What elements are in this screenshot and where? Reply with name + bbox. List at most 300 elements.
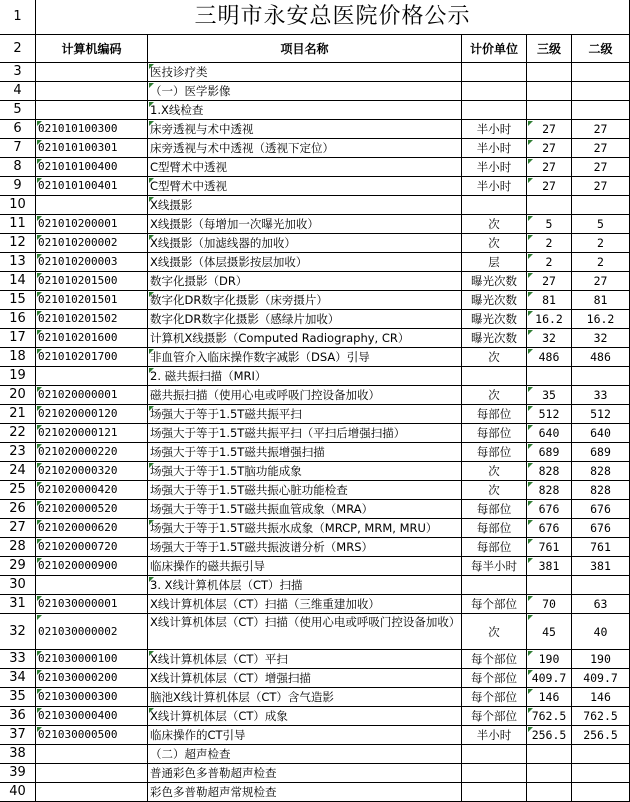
price-level3-cell[interactable]: 5 (527, 215, 572, 234)
unit-cell[interactable]: 半小时 (462, 177, 527, 196)
item-name-cell[interactable]: X线计算机体层（CT）扫描（三维重建加收） (148, 595, 462, 614)
price-level2-cell[interactable]: 33 (572, 386, 630, 405)
unit-cell[interactable]: 曝光次数 (462, 329, 527, 348)
comment-indicator-icon (37, 444, 42, 449)
price-level3-cell[interactable]: 27 (527, 120, 572, 139)
item-name-cell[interactable]: X线摄影（加滤线器的加收） (148, 234, 462, 253)
price-level3-cell[interactable]: 762.5 (527, 707, 572, 726)
row-header[interactable]: 11 (0, 215, 36, 234)
price-level3-cell[interactable] (527, 101, 572, 120)
item-name-cell[interactable]: 场强大于等于1.5T磁共振波谱分析（MRS） (148, 538, 462, 557)
row-header-2[interactable]: 2 (0, 35, 36, 63)
price-level2-cell[interactable]: 640 (572, 424, 630, 443)
row-header[interactable]: 15 (0, 291, 36, 310)
unit-cell[interactable]: 次 (462, 481, 527, 500)
item-name-cell[interactable]: 磁共振扫描（使用心电或呼吸门控设备加收） (148, 386, 462, 405)
code-cell[interactable]: 021010100301 (36, 139, 148, 158)
price-level2-cell[interactable]: 486 (572, 348, 630, 367)
header-code[interactable]: 计算机编码 (36, 35, 148, 63)
header-level2[interactable]: 二级 (572, 35, 630, 63)
sheet-title: 三明市永安总医院价格公示 (36, 0, 630, 35)
row-header[interactable]: 3 (0, 63, 36, 82)
price-level2-cell[interactable] (572, 82, 630, 101)
row-header[interactable]: 34 (0, 669, 36, 688)
code-cell[interactable] (36, 63, 148, 82)
unit-cell[interactable]: 每半小时 (462, 557, 527, 576)
price-level3-cell[interactable]: 27 (527, 139, 572, 158)
price-level2-cell[interactable]: 381 (572, 557, 630, 576)
item-name-cell[interactable]: （二）超声检查 (148, 745, 462, 764)
row-header[interactable]: 9 (0, 177, 36, 196)
price-level2-cell[interactable]: 828 (572, 481, 630, 500)
price-level2-cell[interactable] (572, 367, 630, 386)
comment-indicator-icon (37, 159, 42, 164)
code-cell[interactable]: 021010201502 (36, 310, 148, 329)
unit-cell[interactable]: 曝光次数 (462, 310, 527, 329)
price-level2-cell[interactable]: 2 (572, 253, 630, 272)
code-cell[interactable] (36, 764, 148, 783)
price-level2-cell[interactable] (572, 745, 630, 764)
row-header[interactable]: 22 (0, 424, 36, 443)
comment-indicator-icon (528, 330, 533, 335)
code-cell[interactable]: 021010200002 (36, 234, 148, 253)
price-level3-cell[interactable]: 146 (527, 688, 572, 707)
unit-cell[interactable]: 每部位 (462, 519, 527, 538)
price-level2-cell[interactable]: 27 (572, 177, 630, 196)
unit-cell[interactable]: 次 (462, 234, 527, 253)
comment-indicator-icon (37, 254, 42, 259)
comment-indicator-icon (528, 254, 533, 259)
comment-indicator-icon (37, 689, 42, 694)
code-cell[interactable]: 021020000001 (36, 386, 148, 405)
code-cell[interactable]: 021030000001 (36, 595, 148, 614)
comment-indicator-icon (149, 520, 154, 525)
row-header[interactable]: 5 (0, 101, 36, 120)
item-name-cell[interactable]: 数字化DR数字化摄影（床旁摄片） (148, 291, 462, 310)
comment-indicator-icon (149, 83, 154, 88)
item-name-cell[interactable]: X线摄影 (148, 196, 462, 215)
row-header[interactable]: 16 (0, 310, 36, 329)
item-name-cell[interactable]: 3. X线计算机体层（CT）扫描 (148, 576, 462, 595)
item-name-cell[interactable]: 场强大于等于1.5T磁共振心脏功能检查 (148, 481, 462, 500)
comment-indicator-icon (37, 273, 42, 278)
price-level3-cell[interactable] (527, 196, 572, 215)
code-cell[interactable] (36, 745, 148, 764)
unit-cell[interactable] (462, 783, 527, 802)
row-header[interactable]: 32 (0, 614, 36, 650)
header-level3[interactable]: 三级 (527, 35, 572, 63)
item-name-cell[interactable]: 场强大于等于1.5T磁共振增强扫描 (148, 443, 462, 462)
price-level3-cell[interactable]: 828 (527, 462, 572, 481)
row-header[interactable]: 6 (0, 120, 36, 139)
comment-indicator-icon (528, 651, 533, 656)
unit-cell[interactable]: 半小时 (462, 726, 527, 745)
row-header[interactable]: 12 (0, 234, 36, 253)
price-level3-cell[interactable]: 32 (527, 329, 572, 348)
comment-indicator-icon (528, 558, 533, 563)
code-cell[interactable] (36, 576, 148, 595)
comment-indicator-icon (37, 708, 42, 713)
item-name-cell[interactable]: X线计算机体层（CT）扫描（使用心电或呼吸门控设备加收） (148, 614, 462, 650)
price-level2-cell[interactable]: 689 (572, 443, 630, 462)
comment-indicator-icon (528, 689, 533, 694)
comment-indicator-icon (528, 178, 533, 183)
comment-indicator-icon (149, 197, 154, 202)
comment-indicator-icon (528, 387, 533, 392)
item-name-cell[interactable]: 场强大于等于1.5T磁共振平扫 (148, 405, 462, 424)
unit-cell[interactable]: 每个部位 (462, 669, 527, 688)
code-cell[interactable]: 021010201600 (36, 329, 148, 348)
price-level3-cell[interactable]: 27 (527, 158, 572, 177)
price-level2-cell[interactable] (572, 576, 630, 595)
price-level3-cell[interactable]: 512 (527, 405, 572, 424)
item-name-cell[interactable]: 普通彩色多普勒超声检查 (148, 764, 462, 783)
price-level2-cell[interactable]: 32 (572, 329, 630, 348)
comment-indicator-icon (528, 235, 533, 240)
comment-indicator-icon (528, 216, 533, 221)
row-header[interactable]: 17 (0, 329, 36, 348)
price-level3-cell[interactable]: 689 (527, 443, 572, 462)
unit-cell[interactable]: 半小时 (462, 158, 527, 177)
row-header[interactable]: 37 (0, 726, 36, 745)
comment-indicator-icon (528, 708, 533, 713)
price-level2-cell[interactable]: 27 (572, 272, 630, 291)
item-name-cell[interactable]: 场强大于等于1.5T脑功能成象 (148, 462, 462, 481)
code-cell[interactable] (36, 196, 148, 215)
item-name-cell[interactable]: 场强大于等于1.5T磁共振平扫（平扫后增强扫描） (148, 424, 462, 443)
price-level3-cell[interactable]: 381 (527, 557, 572, 576)
price-level3-cell[interactable] (527, 576, 572, 595)
price-level2-cell[interactable]: 828 (572, 462, 630, 481)
price-level3-cell[interactable] (527, 783, 572, 802)
item-name-cell[interactable]: 床旁透视与术中透视（透视下定位） (148, 139, 462, 158)
price-level2-cell[interactable]: 2 (572, 234, 630, 253)
comment-indicator-icon (149, 64, 154, 69)
unit-cell[interactable]: 每个部位 (462, 595, 527, 614)
price-level3-cell[interactable]: 70 (527, 595, 572, 614)
row-header[interactable]: 10 (0, 196, 36, 215)
comment-indicator-icon (528, 670, 533, 675)
unit-cell[interactable] (462, 745, 527, 764)
row-header[interactable]: 33 (0, 650, 36, 669)
price-level2-cell[interactable] (572, 764, 630, 783)
unit-cell[interactable]: 每部位 (462, 443, 527, 462)
price-level3-cell[interactable]: 27 (527, 272, 572, 291)
price-level3-cell[interactable]: 761 (527, 538, 572, 557)
row-header[interactable]: 36 (0, 707, 36, 726)
comment-indicator-icon (528, 140, 533, 145)
price-level2-cell[interactable]: 761 (572, 538, 630, 557)
price-level2-cell[interactable]: 512 (572, 405, 630, 424)
row-header[interactable]: 23 (0, 443, 36, 462)
row-header[interactable]: 25 (0, 481, 36, 500)
price-level2-cell[interactable]: 256.5 (572, 726, 630, 745)
item-name-cell[interactable]: 数字化摄影（DR） (148, 272, 462, 291)
price-level2-cell[interactable]: 146 (572, 688, 630, 707)
price-level3-cell[interactable]: 16.2 (527, 310, 572, 329)
price-level2-cell[interactable]: 762.5 (572, 707, 630, 726)
item-name-cell[interactable]: 场强大于等于1.5T磁共振水成象（MRCP, MRM, MRU） (148, 519, 462, 538)
header-unit[interactable]: 计价单位 (462, 35, 527, 63)
comment-indicator-icon (37, 178, 42, 183)
code-cell[interactable]: 021020000420 (36, 481, 148, 500)
unit-cell[interactable]: 半小时 (462, 139, 527, 158)
item-name-cell[interactable]: 1.X线检查 (148, 101, 462, 120)
item-name-cell[interactable]: 医技诊疗类 (148, 63, 462, 82)
price-level2-cell[interactable]: 409.7 (572, 669, 630, 688)
item-name-cell[interactable]: X线计算机体层（CT）成象 (148, 707, 462, 726)
code-cell[interactable]: 021010200003 (36, 253, 148, 272)
code-cell[interactable]: 021030000300 (36, 688, 148, 707)
row-header[interactable]: 26 (0, 500, 36, 519)
comment-indicator-icon (37, 330, 42, 335)
unit-cell[interactable]: 次 (462, 348, 527, 367)
code-cell[interactable]: 021020000620 (36, 519, 148, 538)
comment-indicator-icon (528, 311, 533, 316)
comment-indicator-icon (37, 140, 42, 145)
code-cell[interactable]: 021010100401 (36, 177, 148, 196)
row-header[interactable]: 38 (0, 745, 36, 764)
comment-indicator-icon (37, 539, 42, 544)
unit-cell[interactable] (462, 576, 527, 595)
row-header[interactable]: 13 (0, 253, 36, 272)
unit-cell[interactable] (462, 63, 527, 82)
price-level2-cell[interactable]: 27 (572, 120, 630, 139)
item-name-cell[interactable]: 彩色多普勒超声常规检查 (148, 783, 462, 802)
price-level2-cell[interactable]: 190 (572, 650, 630, 669)
unit-cell[interactable]: 每部位 (462, 500, 527, 519)
unit-cell[interactable]: 次 (462, 215, 527, 234)
comment-indicator-icon (37, 615, 42, 620)
row-header[interactable]: 20 (0, 386, 36, 405)
item-name-cell[interactable]: 脑池X线计算机体层（CT）含气造影 (148, 688, 462, 707)
price-level2-cell[interactable]: 27 (572, 139, 630, 158)
unit-cell[interactable]: 曝光次数 (462, 272, 527, 291)
unit-cell[interactable] (462, 367, 527, 386)
comment-indicator-icon (37, 292, 42, 297)
unit-cell[interactable]: 每部位 (462, 405, 527, 424)
price-level3-cell[interactable]: 2 (527, 234, 572, 253)
row-header[interactable]: 14 (0, 272, 36, 291)
price-level3-cell[interactable]: 256.5 (527, 726, 572, 745)
comment-indicator-icon (37, 558, 42, 563)
unit-cell[interactable]: 次 (462, 614, 527, 650)
code-cell[interactable]: 021020000720 (36, 538, 148, 557)
unit-cell[interactable]: 每个部位 (462, 688, 527, 707)
item-name-cell[interactable]: X线计算机体层（CT）增强扫描 (148, 669, 462, 688)
code-cell[interactable]: 021030000100 (36, 650, 148, 669)
code-cell[interactable]: 021020000520 (36, 500, 148, 519)
price-level3-cell[interactable]: 640 (527, 424, 572, 443)
item-name-cell[interactable]: C型臂术中透视 (148, 177, 462, 196)
comment-indicator-icon (149, 651, 154, 656)
code-cell[interactable]: 021010100400 (36, 158, 148, 177)
price-level2-cell[interactable] (572, 63, 630, 82)
comment-indicator-icon (37, 425, 42, 430)
unit-cell[interactable] (462, 101, 527, 120)
price-level3-cell[interactable]: 676 (527, 519, 572, 538)
price-level3-cell[interactable] (527, 82, 572, 101)
item-name-cell[interactable]: X线计算机体层（CT）平扫 (148, 650, 462, 669)
comment-indicator-icon (528, 349, 533, 354)
row-header[interactable]: 7 (0, 139, 36, 158)
code-cell[interactable]: 021010100300 (36, 120, 148, 139)
price-level2-cell[interactable]: 63 (572, 595, 630, 614)
code-cell[interactable]: 021010200001 (36, 215, 148, 234)
comment-indicator-icon (37, 482, 42, 487)
comment-indicator-icon (149, 349, 154, 354)
code-cell[interactable]: 021020000121 (36, 424, 148, 443)
comment-indicator-icon (149, 292, 154, 297)
item-name-cell[interactable]: X线摄影（体层摄影按层加收） (148, 253, 462, 272)
unit-cell[interactable]: 层 (462, 253, 527, 272)
row-header-1[interactable]: 1 (0, 0, 36, 35)
unit-cell[interactable]: 每部位 (462, 424, 527, 443)
comment-indicator-icon (149, 577, 154, 582)
code-cell[interactable]: 021020000320 (36, 462, 148, 481)
comment-indicator-icon (37, 651, 42, 656)
code-cell[interactable] (36, 367, 148, 386)
comment-indicator-icon (149, 368, 154, 373)
row-header[interactable]: 21 (0, 405, 36, 424)
price-level3-cell[interactable] (527, 63, 572, 82)
item-name-cell[interactable]: 场强大于等于1.5T磁共振血管成象（MRA） (148, 500, 462, 519)
row-header[interactable]: 19 (0, 367, 36, 386)
comment-indicator-icon (149, 406, 154, 411)
code-cell[interactable]: 021020000220 (36, 443, 148, 462)
price-level3-cell[interactable] (527, 367, 572, 386)
price-level3-cell[interactable] (527, 745, 572, 764)
comment-indicator-icon (528, 482, 533, 487)
item-name-cell[interactable]: 2. 磁共振扫描（MRI） (148, 367, 462, 386)
comment-indicator-icon (37, 406, 42, 411)
price-level3-cell[interactable]: 27 (527, 177, 572, 196)
price-level2-cell[interactable] (572, 783, 630, 802)
code-cell[interactable] (36, 783, 148, 802)
item-name-cell[interactable]: 计算机X线摄影（Computed Radiography, CR） (148, 329, 462, 348)
row-header[interactable]: 31 (0, 595, 36, 614)
comment-indicator-icon (528, 425, 533, 430)
code-cell[interactable]: 021020000120 (36, 405, 148, 424)
unit-cell[interactable]: 每部位 (462, 538, 527, 557)
price-level2-cell[interactable]: 81 (572, 291, 630, 310)
item-name-cell[interactable]: 床旁透视与术中透视 (148, 120, 462, 139)
item-name-cell[interactable]: C型臂术中透视 (148, 158, 462, 177)
unit-cell[interactable]: 次 (462, 462, 527, 481)
row-header[interactable]: 28 (0, 538, 36, 557)
code-cell[interactable]: 021030000400 (36, 707, 148, 726)
unit-cell[interactable]: 每个部位 (462, 707, 527, 726)
row-header[interactable]: 35 (0, 688, 36, 707)
code-cell[interactable] (36, 82, 148, 101)
row-header[interactable]: 4 (0, 82, 36, 101)
row-header[interactable]: 8 (0, 158, 36, 177)
comment-indicator-icon (149, 708, 154, 713)
unit-cell[interactable]: 每个部位 (462, 650, 527, 669)
comment-indicator-icon (37, 349, 42, 354)
code-cell[interactable]: 021010201700 (36, 348, 148, 367)
comment-indicator-icon (528, 615, 533, 620)
price-level3-cell[interactable] (527, 764, 572, 783)
price-level3-cell[interactable]: 190 (527, 650, 572, 669)
row-header[interactable]: 29 (0, 557, 36, 576)
item-name-cell[interactable]: （一）医学影像 (148, 82, 462, 101)
code-cell[interactable]: 021020000900 (36, 557, 148, 576)
comment-indicator-icon (528, 727, 533, 732)
price-level2-cell[interactable] (572, 196, 630, 215)
price-level3-cell[interactable]: 35 (527, 386, 572, 405)
comment-indicator-icon (37, 387, 42, 392)
comment-indicator-icon (37, 216, 42, 221)
price-level2-cell[interactable]: 27 (572, 158, 630, 177)
price-level2-cell[interactable]: 16.2 (572, 310, 630, 329)
comment-indicator-icon (528, 273, 533, 278)
price-level3-cell[interactable]: 2 (527, 253, 572, 272)
row-header[interactable]: 27 (0, 519, 36, 538)
unit-cell[interactable]: 曝光次数 (462, 291, 527, 310)
comment-indicator-icon (149, 235, 154, 240)
item-name-cell[interactable]: X线摄影（每增加一次曝光加收） (148, 215, 462, 234)
row-header[interactable]: 39 (0, 764, 36, 783)
comment-indicator-icon (528, 501, 533, 506)
unit-cell[interactable] (462, 764, 527, 783)
code-cell[interactable]: 021030000200 (36, 669, 148, 688)
comment-indicator-icon (528, 121, 533, 126)
price-level3-cell[interactable]: 486 (527, 348, 572, 367)
unit-cell[interactable]: 半小时 (462, 120, 527, 139)
comment-indicator-icon (37, 235, 42, 240)
code-cell[interactable]: 021030000500 (36, 726, 148, 745)
comment-indicator-icon (37, 670, 42, 675)
price-level3-cell[interactable]: 45 (527, 614, 572, 650)
comment-indicator-icon (37, 463, 42, 468)
row-header[interactable]: 40 (0, 783, 36, 802)
row-header[interactable]: 18 (0, 348, 36, 367)
code-cell[interactable]: 021030000002 (36, 614, 148, 650)
code-cell[interactable] (36, 101, 148, 120)
comment-indicator-icon (528, 159, 533, 164)
unit-cell[interactable] (462, 196, 527, 215)
header-item-name[interactable]: 项目名称 (148, 35, 462, 63)
price-level3-cell[interactable]: 81 (527, 291, 572, 310)
comment-indicator-icon (149, 463, 154, 468)
row-header[interactable]: 30 (0, 576, 36, 595)
price-level3-cell[interactable]: 676 (527, 500, 572, 519)
code-cell[interactable]: 021010201501 (36, 291, 148, 310)
comment-indicator-icon (528, 520, 533, 525)
unit-cell[interactable]: 次 (462, 386, 527, 405)
comment-indicator-icon (528, 463, 533, 468)
item-name-cell[interactable]: 临床操作的CT引导 (148, 726, 462, 745)
price-level2-cell[interactable] (572, 101, 630, 120)
comment-indicator-icon (528, 292, 533, 297)
comment-indicator-icon (528, 444, 533, 449)
code-cell[interactable]: 021010201500 (36, 272, 148, 291)
item-name-cell[interactable]: 数字化DR数字化摄影（感绿片加收） (148, 310, 462, 329)
price-level3-cell[interactable]: 828 (527, 481, 572, 500)
comment-indicator-icon (37, 311, 42, 316)
price-level2-cell[interactable]: 5 (572, 215, 630, 234)
unit-cell[interactable] (462, 82, 527, 101)
price-level2-cell[interactable]: 676 (572, 519, 630, 538)
comment-indicator-icon (528, 539, 533, 544)
price-level2-cell[interactable]: 676 (572, 500, 630, 519)
price-level3-cell[interactable]: 409.7 (527, 669, 572, 688)
item-name-cell[interactable]: 非血管介入临床操作数字减影（DSA）引导 (148, 348, 462, 367)
item-name-cell[interactable]: 临床操作的磁共振引导 (148, 557, 462, 576)
price-level2-cell[interactable]: 40 (572, 614, 630, 650)
row-header[interactable]: 24 (0, 462, 36, 481)
